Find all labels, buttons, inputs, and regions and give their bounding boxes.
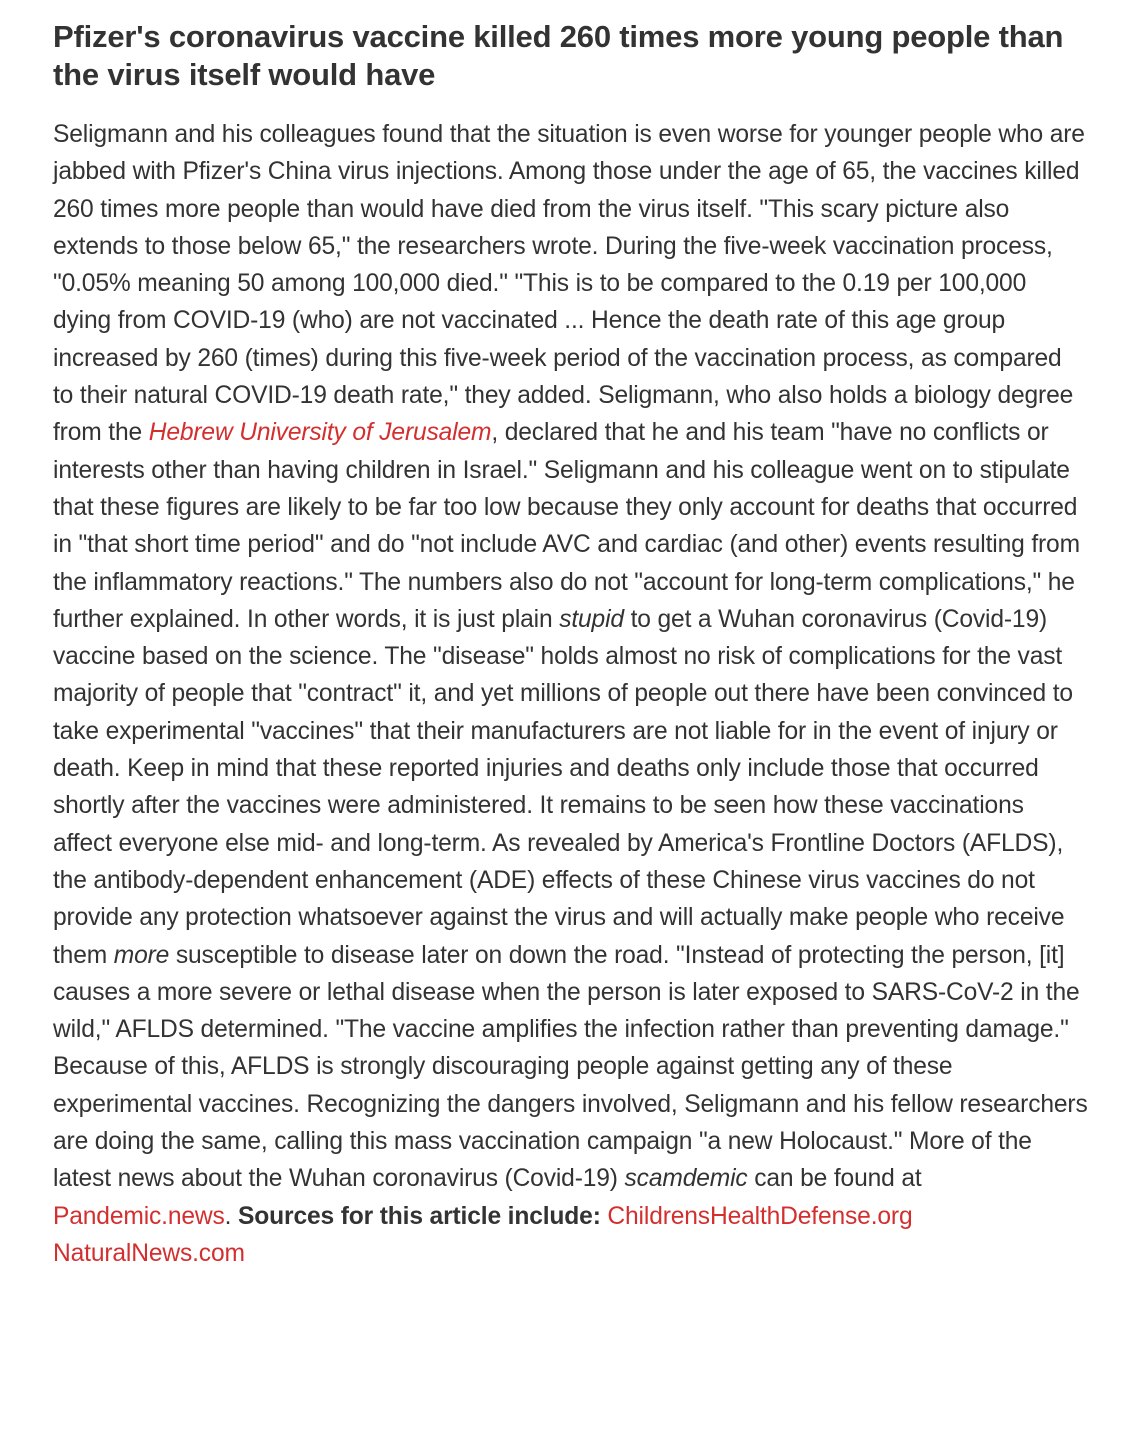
body-text-segment: can be found at [747, 1165, 922, 1193]
emphasis-more: more [113, 941, 170, 969]
article [53, 18, 1088, 1272]
emphasis-scamdemic: scamdemic [624, 1165, 748, 1193]
sources-label: Sources for this article include: [238, 1202, 601, 1230]
link-pandemic-news[interactable]: Pandemic.news [53, 1202, 225, 1230]
body-text-segment: susceptible to disease later on down the road. "Instead of protecting the person, [it] causes a more severe or lethal disease when the person is later exposed to SARS-CoV-2 in the wild," AFLDS determined. "The vaccine amplifies the infection rather than preventing damage." Because of this, AFLDS is strongly discouraging people against getting any of these experimental vaccines. Recognizing the dangers involved, Seligmann and his fellow researchers are doing the same, calling this mass vaccination campaign "a new Holocaust." More of the latest news about the Wuhan coronavirus (Covid-19) [53, 941, 1088, 1193]
emphasis-stupid: stupid [559, 605, 624, 633]
body-text-segment: , declared that he and his team "have no conflicts or interests other than having children in Israel." Seligmann and his colleague went on to stipulate that these figures are likely to be far too low because they only account for deaths that occurred in "that short time period" and do "not include AVC and cardiac (and other) events resulting from the inflammatory reactions." The numbers also do not "account for long-term complications," he further explained. In other words, it is just plain [53, 419, 1080, 633]
link-hebrew-university[interactable]: Hebrew University of Jerusalem [148, 419, 492, 447]
article-headline: Pfizer's coronavirus vaccine killed 260 times more young people than the virus itself would have [53, 19, 1064, 92]
body-text-segment: . [224, 1202, 239, 1230]
link-natural-news[interactable]: NaturalNews.com [53, 1239, 245, 1267]
link-childrens-health-defense[interactable]: ChildrensHealthDefense.org [607, 1202, 913, 1230]
article-body [53, 116, 1088, 1272]
body-text-segment: Seligmann and his colleagues found that the situation is even worse for younger people who are jabbed with Pfizer's China virus injections. Among those under the age of 65, the vaccines killed 260 times more people than would have died from the virus itself. "This scary picture also extends to those below 65," the researchers wrote. During the five-week vaccination process, "0.05% meaning 50 among 100,000 died." "This is to be compared to the 0.19 per 100,000 dying from COVID-19 (who) are not vaccinated ... Hence the death rate of this age group increased by 260 (times) during this five-week period of the vaccination process, as compared to their natural COVID-19 death rate," they added. Seligmann, who also holds a biology degree from the [53, 121, 1085, 447]
body-text-segment: to get a Wuhan coronavirus (Covid-19) vaccine based on the science. The "disease" holds almost no risk of complications for the vast majority of people that "contract" it, and yet millions of people out there have been convinced to take experimental "vaccines" that their manufacturers are not liable for in the event of injury or death. Keep in mind that these reported injuries and deaths only include those that occurred shortly after the vaccines were administered. It remains to be seen how these vaccinations affect everyone else mid- and long-term. As revealed by America's Frontline Doctors (AFLDS), the antibody-dependent enhancement (ADE) effects of these Chinese virus vaccines do not provide any protection whatsoever against the virus and will actually make people who receive them [53, 605, 1073, 969]
